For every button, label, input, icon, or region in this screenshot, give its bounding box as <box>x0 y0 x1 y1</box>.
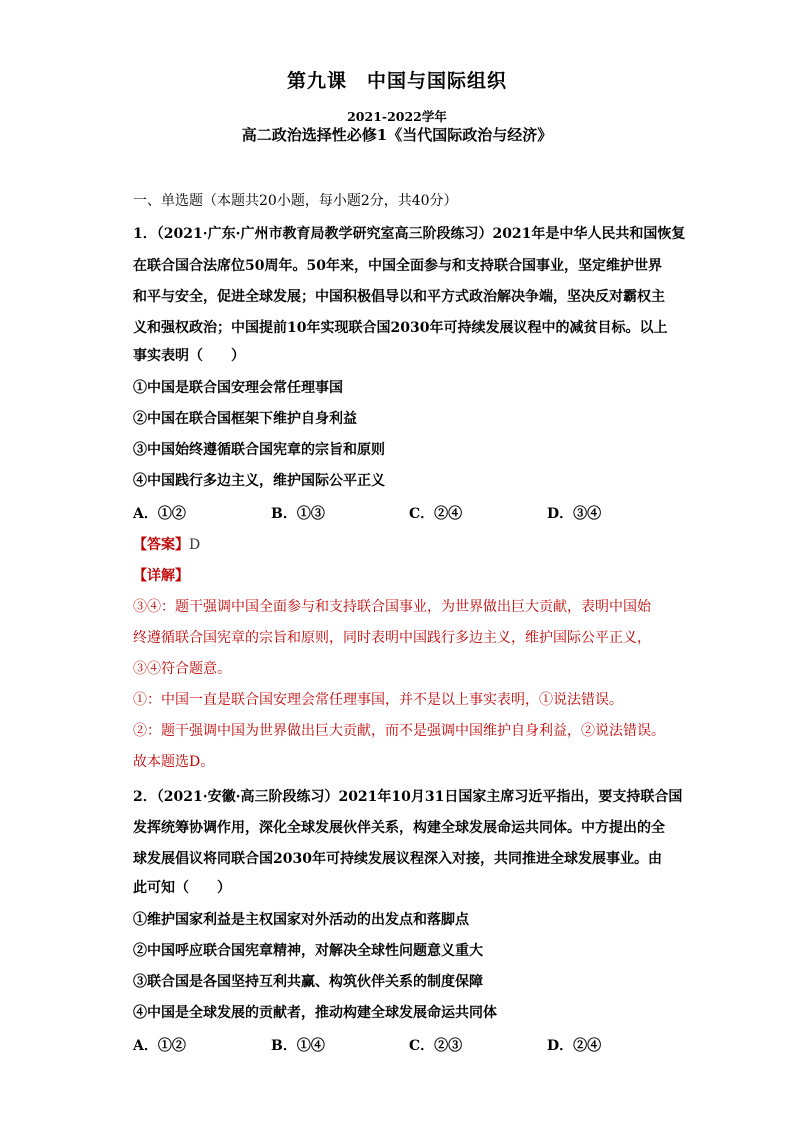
q1-statement: ②中国在联合国框架下维护自身利益 <box>133 411 357 427</box>
q2-statement: ②中国呼应联合国宪章精神，对解决全球性问题意义重大 <box>133 943 483 959</box>
q1-statement: ④中国践行多边主义，维护国际公平正义 <box>133 473 385 489</box>
q2-option-c: C．②③ <box>409 1038 463 1054</box>
q1-option-c: C．②④ <box>409 506 463 522</box>
answer-label: 【答案】 <box>133 537 189 553</box>
q2-stem-line: 2．（2021·安徽·高三阶段练习）2021年10月31日国家主席习近平指出，要支持联合国 <box>133 789 683 805</box>
q1-detail-line: ③④符合题意。 <box>133 661 231 677</box>
q1-answer <box>133 535 663 555</box>
q1-detail-line: ①：中国一直是联合国安理会常任理事国，并不是以上事实表明，①说法错误。 <box>133 692 623 708</box>
school-year: 2021-2022学年 <box>347 109 447 124</box>
detail-label: 【详解】 <box>133 568 189 584</box>
q1-detail-line: ②：题干强调中国为世界做出巨大贡献，而不是强调中国维护自身利益，②说法错误。 <box>133 723 665 739</box>
q1-statement: ①中国是联合国安理会常任理事国 <box>133 380 343 396</box>
page-title: 第九课 中国与国际组织 <box>286 70 507 92</box>
answer-value: D <box>189 537 201 553</box>
q2-statement: ③联合国是各国坚持互利共赢、构筑伙伴关系的制度保障 <box>133 974 483 990</box>
q1-statement: ③中国始终遵循联合国宪章的宗旨和原则 <box>133 442 385 458</box>
q1-stem-line: 和平与安全，促进全球发展；中国积极倡导以和平方式政治解决争端，坚决反对霸权主 <box>133 289 665 305</box>
q1-option-a: A．①② <box>133 506 186 522</box>
q2-option-a: A．①② <box>133 1038 186 1054</box>
q1-stem-line: 事实表明（ ） <box>133 348 245 364</box>
q1-option-b: B．①③ <box>271 506 325 522</box>
q1-detail-line: 终遵循联合国宪章的宗旨和原则，同时表明中国践行多边主义，维护国际公平正义， <box>133 630 651 646</box>
q2-option-d: D．②④ <box>547 1038 602 1054</box>
page-subtitle: 高二政治选择性必修1《当代国际政治与经济》 <box>241 126 553 144</box>
q2-statement: ④中国是全球发展的贡献者，推动构建全球发展命运共同体 <box>133 1005 497 1021</box>
q2-statement: ①维护国家利益是主权国家对外活动的出发点和落脚点 <box>133 912 469 928</box>
q2-stem-line: 此可知（ ） <box>133 880 231 896</box>
q1-option-d: D．③④ <box>547 506 602 522</box>
q1-stem-line: 1．（2021·广东·广州市教育局教学研究室高三阶段练习）2021年是中华人民共和国恢复 <box>133 226 686 242</box>
q2-option-b: B．①④ <box>271 1038 325 1054</box>
q1-detail-line: 故本题选D。 <box>133 754 215 770</box>
q2-stem-line: 发挥统筹协调作用，深化全球发展伙伴关系，构建全球发展命运共同体。中方提出的全 <box>133 820 665 836</box>
q1-detail-line: ③④：题干强调中国全面参与和支持联合国事业，为世界做出巨大贡献，表明中国始 <box>133 599 651 615</box>
section-heading: 一、单选题（本题共20小题，每小题2分，共40分） <box>133 193 458 209</box>
q1-stem-line: 在联合国合法席位50周年。50年来，中国全面参与和支持联合国事业，坚定维护世界 <box>133 258 662 274</box>
q2-stem-line: 球发展倡议将同联合国2030年可持续发展议程深入对接，共同推进全球发展事业。由 <box>133 851 662 867</box>
q1-stem-line: 义和强权政治；中国提前10年实现联合国2030年可持续发展议程中的减贫目标。以上 <box>133 320 668 336</box>
